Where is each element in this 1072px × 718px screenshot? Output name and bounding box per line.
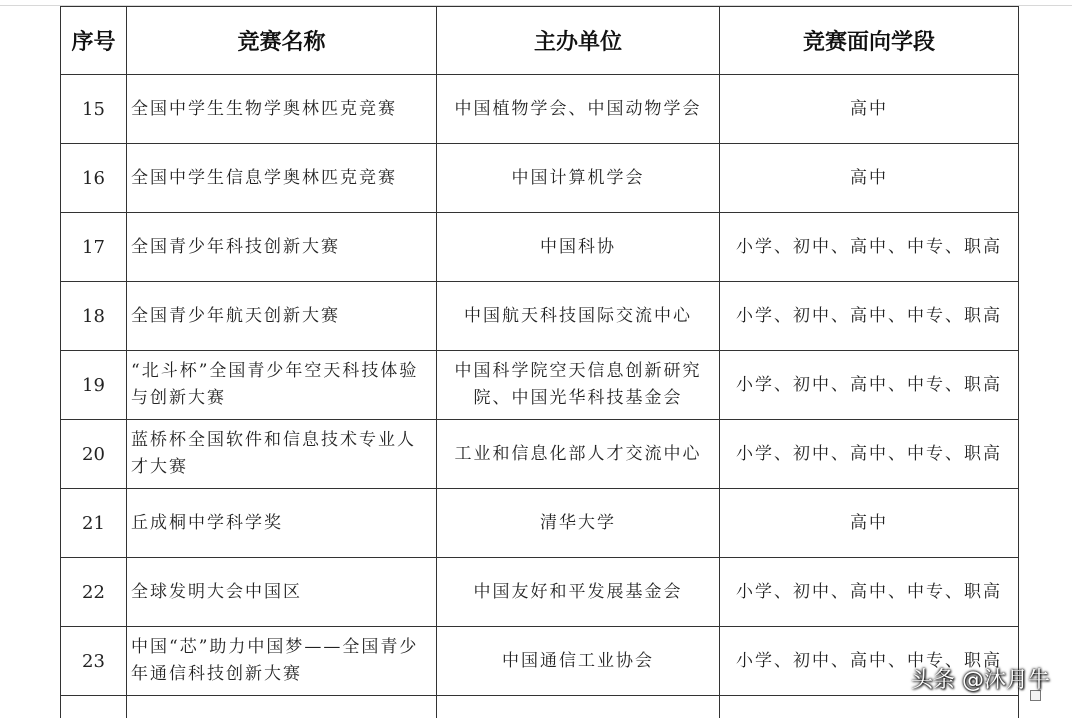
row-no: 17 (61, 213, 127, 282)
row-level: 小学、初中、高中、中专、职高 (720, 351, 1019, 420)
table-row-partial (61, 696, 1019, 718)
row-name: 蓝桥杯全国软件和信息技术专业人才大赛 (127, 420, 437, 489)
row-organizer: 中国科学院空天信息创新研究院、中国光华科技基金会 (437, 351, 720, 420)
table-header-row (61, 7, 1019, 75)
row-no: 21 (61, 489, 127, 558)
table-row (61, 144, 1019, 213)
row-organizer: 清华大学 (437, 489, 720, 558)
row-organizer: 中国科协 (437, 213, 720, 282)
row-no: 23 (61, 627, 127, 696)
header-level: 竞赛面向学段 (720, 7, 1019, 75)
row-name: 全国中学生生物学奥林匹克竞赛 (127, 75, 437, 144)
row-name: 丘成桐中学科学奖 (127, 489, 437, 558)
header-no: 序号 (61, 7, 127, 75)
row-organizer: 中国航天科技国际交流中心 (437, 282, 720, 351)
row-no: 15 (61, 75, 127, 144)
header-name: 竞赛名称 (127, 7, 437, 75)
watermark: 头条 @沐月牛 (911, 663, 1050, 694)
row-level: 小学、初中、高中、中专、职高 (720, 282, 1019, 351)
row-level: 高中 (720, 144, 1019, 213)
row-no: 20 (61, 420, 127, 489)
table-row (61, 558, 1019, 627)
empty-cell (127, 696, 437, 718)
row-no: 18 (61, 282, 127, 351)
row-name: “北斗杯”全国青少年空天科技体验与创新大赛 (127, 351, 437, 420)
row-level: 高中 (720, 489, 1019, 558)
table-row (61, 351, 1019, 420)
row-name: 全国中学生信息学奥林匹克竞赛 (127, 144, 437, 213)
row-level: 小学、初中、高中、中专、职高 (720, 627, 1019, 696)
row-name: 全国青少年航天创新大赛 (127, 282, 437, 351)
row-name: 中国“芯”助力中国梦——全国青少年通信科技创新大赛 (127, 627, 437, 696)
row-level: 小学、初中、高中、中专、职高 (720, 213, 1019, 282)
row-level: 高中 (720, 75, 1019, 144)
row-organizer: 中国植物学会、中国动物学会 (437, 75, 720, 144)
table-row (61, 627, 1019, 696)
row-organizer: 中国计算机学会 (437, 144, 720, 213)
empty-cell (61, 696, 127, 718)
empty-cell (437, 696, 720, 718)
row-organizer: 中国友好和平发展基金会 (437, 558, 720, 627)
header-organizer: 主办单位 (437, 7, 720, 75)
competition-table (60, 6, 1019, 718)
row-name: 全国青少年科技创新大赛 (127, 213, 437, 282)
row-level: 小学、初中、高中、中专、职高 (720, 420, 1019, 489)
row-no: 16 (61, 144, 127, 213)
row-name: 全球发明大会中国区 (127, 558, 437, 627)
table-row (61, 420, 1019, 489)
row-no: 19 (61, 351, 127, 420)
row-level: 小学、初中、高中、中专、职高 (720, 558, 1019, 627)
table-row (61, 75, 1019, 144)
row-organizer: 工业和信息化部人才交流中心 (437, 420, 720, 489)
table-row (61, 213, 1019, 282)
table-row (61, 282, 1019, 351)
row-organizer: 中国通信工业协会 (437, 627, 720, 696)
row-no: 22 (61, 558, 127, 627)
table-row (61, 489, 1019, 558)
empty-cell (720, 696, 1019, 718)
